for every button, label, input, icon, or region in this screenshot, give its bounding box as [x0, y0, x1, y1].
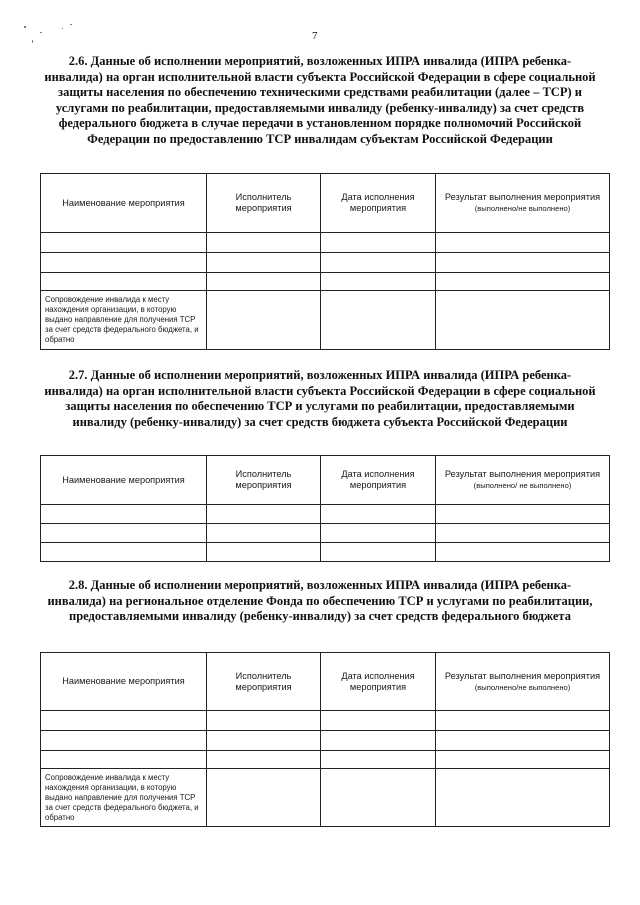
section-2-7-heading: 2.7. Данные об исполнении мероприятий, возложенных ИПРА инвалида (ИПРА ребенка-инвалида) на орган исполнительной власти субъекта Российской Федерации в сфере социальной защиты населения по обеспечению ТСР и услугами по реабилитации, предоставляемыми инвалиду (ребенку-инвалиду) за счет средств бюджета субъекта Российской Федерации: [44, 368, 596, 429]
table-cell[interactable]: [207, 505, 321, 524]
table-cell[interactable]: [207, 253, 321, 273]
table-cell[interactable]: [436, 253, 610, 273]
table-cell[interactable]: [41, 543, 207, 562]
table-cell[interactable]: [321, 273, 436, 291]
table-cell[interactable]: [436, 273, 610, 291]
table-row: [41, 731, 610, 751]
section-2-8-heading: 2.8. Данные об исполнении мероприятий, возложенных ИПРА инвалида (ИПРА ребенка-инвалида) на региональное отделение Фонда по обеспечению ТСР и услугами по реабилитации, предоставляемыми инвалиду (ребенку-инвалиду) за счет средств федерального бюджета: [47, 578, 593, 623]
header-execution-date: Дата исполнения мероприятия: [321, 653, 436, 711]
table-row: [41, 769, 610, 827]
table-row: [41, 273, 610, 291]
table-cell[interactable]: [436, 543, 610, 562]
table-row: [41, 505, 610, 524]
header-activity-name: Наименование мероприятия: [41, 456, 207, 505]
header-activity-name: Наименование мероприятия: [41, 653, 207, 711]
table-cell[interactable]: [321, 253, 436, 273]
table-cell[interactable]: [321, 505, 436, 524]
table-cell[interactable]: [41, 524, 207, 543]
header-executor: Исполнитель мероприятия: [207, 174, 321, 233]
table-cell[interactable]: [436, 524, 610, 543]
table-header-row: [41, 174, 610, 233]
table-cell[interactable]: [321, 751, 436, 769]
table-header-row: [41, 653, 610, 711]
table-row: [41, 751, 610, 769]
table-cell[interactable]: [207, 273, 321, 291]
table-cell[interactable]: [436, 711, 610, 731]
section-2-6-table: [40, 173, 610, 350]
header-result-hint: (выполнено/не выполнено): [474, 204, 571, 213]
table-cell[interactable]: [207, 769, 321, 827]
table-cell[interactable]: [321, 543, 436, 562]
table-cell[interactable]: [207, 291, 321, 350]
header-executor: Исполнитель мероприятия: [207, 653, 321, 711]
table-cell[interactable]: [207, 524, 321, 543]
table-cell[interactable]: [436, 291, 610, 350]
table-row: [41, 543, 610, 562]
table-cell[interactable]: [321, 291, 436, 350]
header-activity-name: Наименование мероприятия: [41, 174, 207, 233]
table-cell[interactable]: [41, 731, 207, 751]
table-cell[interactable]: [321, 524, 436, 543]
table-cell[interactable]: [207, 751, 321, 769]
table-cell[interactable]: [41, 751, 207, 769]
table-cell[interactable]: [207, 543, 321, 562]
table-cell[interactable]: [436, 233, 610, 253]
table-cell[interactable]: [436, 505, 610, 524]
page-number: 7: [312, 30, 318, 42]
section-2-7-table: [40, 455, 610, 562]
table-row: [41, 233, 610, 253]
table-cell[interactable]: [436, 731, 610, 751]
table-row: [41, 524, 610, 543]
table-cell[interactable]: [41, 233, 207, 253]
table-cell[interactable]: [321, 711, 436, 731]
header-result-hint: (выполнено/не выполнено): [474, 682, 571, 692]
table-cell[interactable]: [321, 769, 436, 827]
escort-note-cell: Сопровождение инвалида к месту нахождения организации, в которую выдано направление для получения ТСР за счет средств федерального бюджета, и обратно: [41, 769, 207, 827]
table-header-row: [41, 456, 610, 505]
table-cell[interactable]: [41, 273, 207, 291]
table-row: [41, 291, 610, 350]
header-result: Результат выполнения мероприятия (выполнено/не выполнено): [436, 174, 610, 233]
header-execution-date: Дата исполнения мероприятия: [321, 174, 436, 233]
table-cell[interactable]: [321, 233, 436, 253]
section-2-6-heading: 2.6. Данные об исполнении мероприятий, возложенных ИПРА инвалида (ИПРА ребенка-инвалида) на орган исполнительной власти субъекта Российской Федерации в сфере социальной защиты населения по обеспечению техническими средствами реабилитации (далее – ТСР) и услугами по реабилитации, предоставляемыми инвалиду (ребенку-инвалиду) за счет средств федерального бюджета в случае передачи в установленном порядке полномочий Российской Федерации по предоставлению ТСР инвалидам субъектам Российской Федерации: [44, 54, 596, 146]
table-cell[interactable]: [207, 711, 321, 731]
escort-note-cell: Сопровождение инвалида к месту нахождения организации, в которую выдано направление для получения ТСР за счет средств федерального бюджета, и обратно: [41, 291, 207, 350]
header-executor: Исполнитель мероприятия: [207, 456, 321, 505]
table-cell[interactable]: [207, 731, 321, 751]
section-2-8-table: [40, 652, 610, 827]
table-cell[interactable]: [41, 711, 207, 731]
scan-specks-decoration: [22, 18, 82, 58]
header-result-hint: (выполнено/ не выполнено): [473, 481, 572, 490]
header-execution-date: Дата исполнения мероприятия: [321, 456, 436, 505]
table-cell[interactable]: [436, 751, 610, 769]
table-cell[interactable]: [207, 233, 321, 253]
table-row: [41, 253, 610, 273]
table-cell[interactable]: [41, 505, 207, 524]
table-cell[interactable]: [436, 769, 610, 827]
table-cell[interactable]: [41, 253, 207, 273]
header-result: Результат выполнения мероприятия (выполнено/не выполнено): [436, 653, 610, 711]
table-cell[interactable]: [321, 731, 436, 751]
header-result: Результат выполнения мероприятия (выполнено/ не выполнено): [436, 456, 610, 505]
table-row: [41, 711, 610, 731]
